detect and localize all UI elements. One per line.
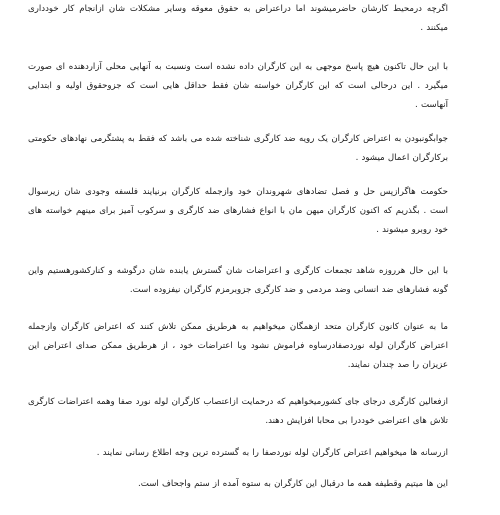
paragraph-1: اگرچه درمحیط کارشان حاضرمیشوند اما دراعتراض به حقوق معوقه وسایر مشکلات شان ازانجام کار خودداری میکنند . <box>28 4 448 33</box>
paragraph-8: ازرسانه ها میخواهیم اعتراض کارگران لوله نوردصفا را به گسترده ترین وجه اطلاع رسانی نمایند . <box>96 448 448 458</box>
paragraph-9: این ها میتیم وقطیفه همه ما درقبال این کارگران به ستوه آمده از ستم واجحاف است. <box>138 479 448 489</box>
paragraph-2: با این حال تاکنون هیچ پاسخ موجهی به این کارگران داده نشده است ونسبت به آنهایی محلی آزاردهنده ای صورت میگیرد . این درحالی است که این کارگران خواسته شان فقط حداقل هایی است که جزوحقوق اولیه و ابتدایی آنهاست . <box>28 62 448 110</box>
paragraph-6: ما به عنوان کانون کارگران متحد ازهمگان میخواهیم به هرطریق ممکن تلاش کنند که اعتراض کارگران وازجمله اعتراض کارگران لوله نوردصفادرساوه فراموش نشود وبا اعتراضات خود ، از هرطریق ممکن صدای اعتراض این عزیزان را صد چندان نمایند. <box>28 322 448 370</box>
paragraph-4: حکومت هاگرازپس حل و فصل تضادهای شهروندان خود وازجمله کارگران برنیایند فلسفه وجودی شان زیرسوال است . بگذریم که اکنون کارگران میهن مان با انواع فشارهای ضد کارگری و سرکوب آمیز برای مینهم خواسته های خود روبرو میشوند . <box>28 187 448 235</box>
paragraph-7: ازفعالین کارگری درجای جای کشورمیخواهیم که درحمایت ازاعتصاب کارگران لوله نورد صفا وهمه اعتراضات کارگری تلاش های اعتراضی خوددرا بی محابا افزایش دهند. <box>28 397 448 426</box>
paragraph-5: با این حال هرروزه شاهد تجمعات کارگری و اعتراضات شان گسترش یابنده شان درگوشه و کنارکشورهستیم واین گونه فشارهای ضد انسانی وضد مردمی و ضد کارگری جزوبرمزم کارگران نیفزوده است. <box>28 266 448 295</box>
paragraph-3: جوابگونبودن به اعتراض کارگران یک رویه ضد کارگری شناخته شده می باشد که فقط به پشتگرمی نهادهای حکومتی برکارگران اعمال میشود . <box>28 134 448 163</box>
